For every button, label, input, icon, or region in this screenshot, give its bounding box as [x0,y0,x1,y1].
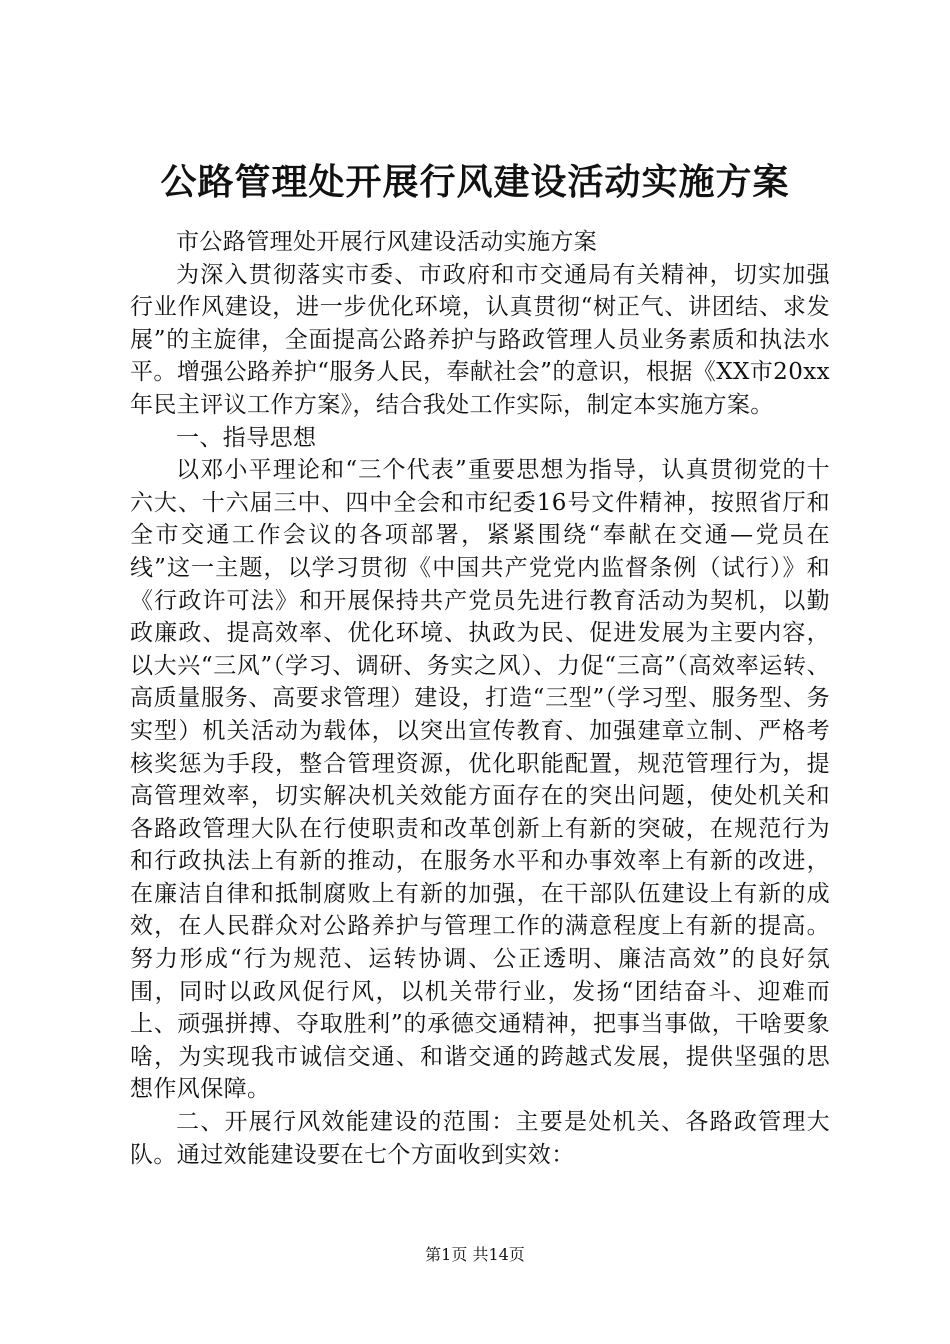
intro-paragraph: 为深入贯彻落实市委、市政府和市交通局有关精神，切实加强行业作风建设，进一步优化环境，认真贯彻“树正气、讲团结、求发展”的主旋律，全面提高公路养护与路政管理人员业务素质和执法水平。增强公路养护“服务人民，奉献社会”的意识，根据《XX市20xx年民主评议工作方案》，结合我处工作实际，制定本实施方案。 [130,261,830,418]
scope-paragraph: 二、开展行风效能建设的范围：主要是处机关、各路政管理大队。通过效能建设要在七个方面收到实效： [130,1109,830,1168]
document-subtitle: 市公路管理处开展行风建设活动实施方案 [176,229,598,255]
guiding-ideology-paragraph: 以邓小平理论和“三个代表”重要思想为指导，认真贯彻党的十六大、十六届三中、四中全会和市纪委16号文件精神，按照省厅和全市交通工作会议的各项部署，紧紧围绕“奉献在交通—党员在线”这一主题，以学习贯彻《中国共产党党内监督条例（试行）》和《行政许可法》和开展保持共产党员先进行教育活动为契机，以勤政廉政、提高效率、优化环境、执政为民、促进发展为主要内容，以大兴“三风”（学习、调研、务实之风）、力促“三高”（高效率运转、高质量服务、高要求管理）建设，打造“三型”（学习型、服务型、务实型）机关活动为载体，以突出宣传教育、加强建章立制、严格考核奖惩为手段，整合管理资源，优化职能配置，规范管理行为，提高管理效率，切实解决机关效能方面存在的突出问题，使处机关和各路政管理大队在行使职责和改革创新上有新的突破，在规范行为和行政执法上有新的推动，在服务水平和办事效率上有新的改进，在廉洁自律和抵制腐败上有新的加强，在干部队伍建设上有新的成效，在人民群众对公路养护与管理工作的满意程度上有新的提高。努力形成“行为规范、运转协调、公正透明、廉洁高效”的良好氛围，同时以政风促行风，以机关带行业，发扬“团结奋斗、迎难而上、顽强拼搏、夺取胜利”的承德交通精神，把事当事做，干啥要象啥，为实现我市诚信交通、和谐交通的跨越式发展，提供坚强的思想作风保障。 [130,457,830,1103]
document-body [130,226,830,1171]
document-title: 公路管理处开展行风建设活动实施方案 [160,161,790,203]
section-heading-guiding-ideology: 一、指导思想 [176,424,317,451]
page-number-footer: 第1页 共14页 [425,1245,525,1264]
